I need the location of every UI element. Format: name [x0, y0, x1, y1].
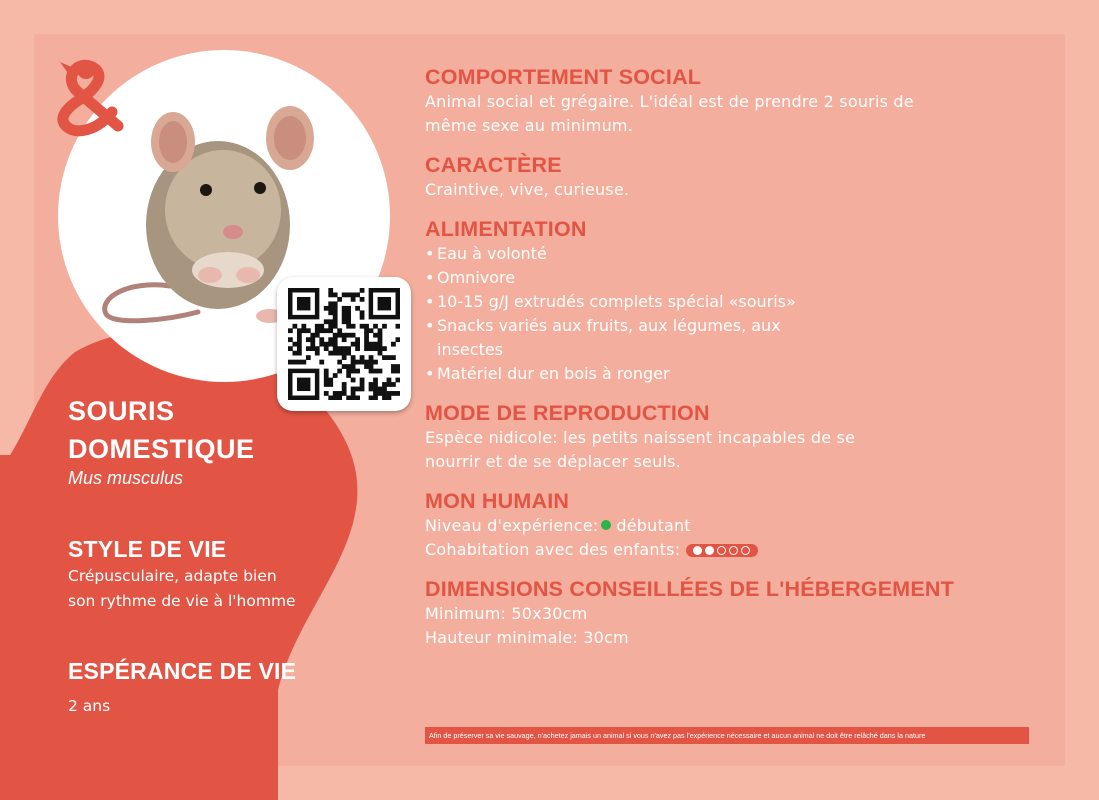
animal-name: [68, 392, 318, 468]
food-item: [425, 314, 1045, 362]
lifespan-title: ESPÉRANCE DE VIE: [68, 658, 297, 684]
social-title: COMPORTEMENT SOCIAL: [425, 65, 702, 89]
level-dot-empty: [741, 546, 750, 555]
human-title: MON HUMAIN: [425, 489, 570, 513]
lifestyle-title: STYLE DE VIE: [68, 536, 227, 562]
children-level-indicator: [686, 544, 758, 557]
food-item: • Omnivore: [425, 266, 1045, 290]
latin-name: Mus musculus: [68, 468, 184, 488]
food-item-continuation: insectes: [437, 340, 504, 359]
food-item: • 10-15 g/J extrudés complets spécial «souris»: [425, 290, 1045, 314]
qr-code-icon[interactable]: [277, 277, 411, 411]
housing-section: [425, 576, 1045, 650]
food-section: [425, 216, 1045, 386]
info-column: [425, 64, 1045, 664]
experience-label: Niveau d'expérience:: [425, 516, 599, 535]
food-item-text: Snacks variés aux fruits, aux légumes, aux: [437, 316, 781, 335]
level-dot-empty: [729, 546, 738, 555]
food-item: • Eau à volonté: [425, 242, 1045, 266]
character-title: CARACTÈRE: [425, 153, 562, 177]
reproduction-section: [425, 400, 1045, 474]
children-row: [425, 538, 1045, 562]
social-line2: même sexe au minimum.: [425, 116, 633, 135]
level-dot-filled: [705, 546, 714, 555]
ampersand-bird-logo-icon: [48, 54, 132, 138]
housing-min: Minimum: 50x30cm: [425, 604, 588, 623]
reproduction-line2: nourrir et de se déplacer seuls.: [425, 452, 681, 471]
food-list: [425, 242, 1045, 386]
lifespan-value: 2 ans: [68, 697, 111, 715]
social-section: [425, 64, 1045, 138]
footer-note: Afin de préserver sa vie sauvage, n'achetez jamais un animal si vous n'avez pas l'expérience nécessaire et aucun animal ne doit être relâché dans la nature: [425, 727, 1029, 744]
lifestyle-text: [68, 564, 368, 614]
experience-value: débutant: [616, 516, 691, 535]
lifestyle-line1: Crépusculaire, adapte bien: [68, 567, 277, 585]
lifestyle-line2: son rythme de vie à l'homme: [68, 592, 296, 610]
green-dot-icon: [601, 520, 611, 530]
character-section: [425, 152, 1045, 202]
experience-row: [425, 514, 1045, 538]
food-item: • Matériel dur en bois à ronger: [425, 362, 1045, 386]
children-label: Cohabitation avec des enfants:: [425, 540, 681, 559]
social-line1: Animal social et grégaire. L'idéal est de prendre 2 souris de: [425, 92, 914, 111]
reproduction-line1: Espèce nidicole: les petits naissent incapables de se: [425, 428, 856, 447]
animal-name-line1: SOURIS: [68, 396, 175, 426]
housing-title: DIMENSIONS CONSEILLÉES DE L'HÉBERGEMENT: [425, 577, 954, 601]
character-text: Craintive, vive, curieuse.: [425, 180, 630, 199]
reproduction-title: MODE DE REPRODUCTION: [425, 401, 710, 425]
level-dot-filled: [693, 546, 702, 555]
human-section: [425, 488, 1045, 562]
food-title: ALIMENTATION: [425, 217, 587, 241]
level-dot-empty: [717, 546, 726, 555]
animal-name-line2: DOMESTIQUE: [68, 434, 255, 464]
housing-height: Hauteur minimale: 30cm: [425, 628, 629, 647]
